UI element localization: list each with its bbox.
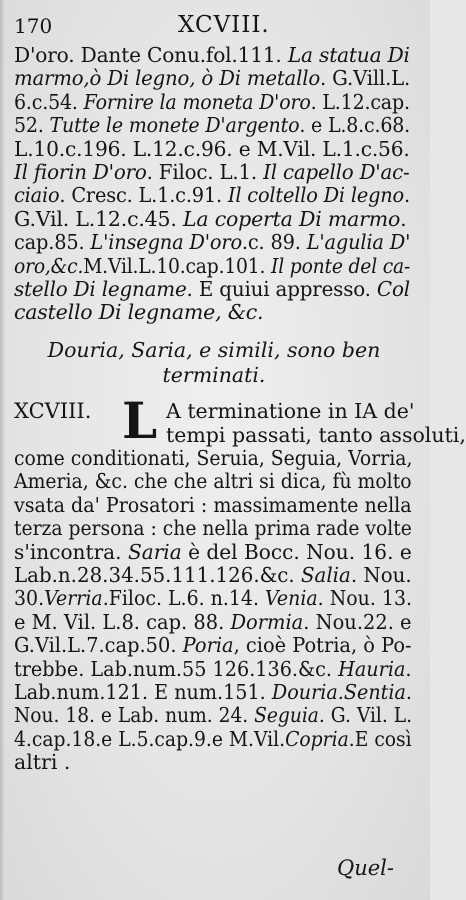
roman-run: .Filoc. L.6. n.14. bbox=[102, 586, 266, 611]
italic-run: Il fiorin D'oro bbox=[14, 159, 147, 184]
page-header bbox=[0, 12, 430, 42]
italic-run: Hauria bbox=[338, 656, 406, 681]
roman-run: L.10.c.196. L.12.c.96. e M.Vil. L.1.c.56. bbox=[14, 136, 410, 161]
paragraph-line bbox=[14, 681, 412, 704]
paragraph-line bbox=[14, 704, 412, 727]
paragraph-line bbox=[14, 751, 412, 774]
roman-run: . bbox=[405, 656, 412, 681]
top_block-line bbox=[14, 208, 410, 231]
paragraph-lead bbox=[14, 391, 466, 450]
roman-run: . Nou. bbox=[350, 562, 412, 587]
italic-run: Seguia bbox=[254, 703, 319, 728]
top_block-line bbox=[14, 91, 410, 114]
roman-run: altri . bbox=[14, 750, 71, 775]
paragraph-line bbox=[14, 541, 412, 564]
roman-run: 52. bbox=[14, 113, 50, 138]
roman-run: vsata da' Prosatori : massimamente nella bbox=[14, 492, 412, 517]
italic-run: Col bbox=[376, 276, 410, 301]
roman-run: 6.c.54. bbox=[14, 89, 84, 114]
roman-run: , cioè Potria, ò Po- bbox=[233, 633, 412, 658]
roman-run: come conditionati, Seruia, Seguia, Vorria, bbox=[14, 446, 413, 470]
top_block-line bbox=[14, 138, 410, 161]
roman-run: trebbe. Lab.num.55 126.136.&c. bbox=[14, 656, 339, 681]
italic-run: Copria bbox=[285, 726, 349, 751]
roman-run: cap.85. bbox=[14, 230, 91, 255]
italic-run: Fornire la moneta D'oro bbox=[83, 89, 311, 114]
top_block-line bbox=[14, 44, 410, 67]
roman-run: . Nou.22. e bbox=[303, 609, 412, 634]
italic-run: L'agulia D' bbox=[306, 230, 411, 255]
top_block-line bbox=[14, 161, 410, 184]
top_block-line bbox=[14, 67, 410, 90]
roman-run: 30. bbox=[14, 586, 45, 611]
roman-run: .E così bbox=[348, 726, 412, 751]
roman-run: G.Vil. L.12.c.45. bbox=[14, 206, 183, 231]
roman-run: terza persona : che nella prima rade volte bbox=[14, 516, 412, 541]
roman-run: . G. Vil. L. bbox=[318, 703, 412, 728]
italic-run: castello Di legname, &c. bbox=[14, 300, 264, 325]
italic-run: L'insegna D'oro bbox=[90, 230, 242, 255]
roman-run: . Nou. 13. bbox=[317, 586, 413, 611]
roman-run: . E quiui appresso. bbox=[186, 276, 377, 301]
paragraph-body bbox=[14, 447, 412, 774]
roman-run: Lab.num.121. E num.151. bbox=[14, 679, 272, 704]
italic-run: Il ponte del ca- bbox=[271, 253, 411, 278]
paragraph-line bbox=[14, 728, 412, 751]
roman-run: Lab.n.28.34.55.111.126.&c. bbox=[14, 562, 301, 587]
roman-run: D'oro. Dante Conu.fol.111. bbox=[14, 43, 288, 67]
subheading-line-1: Douria, Saria, e simili, sono ben bbox=[47, 338, 381, 362]
italic-run: Poria bbox=[182, 633, 234, 658]
italic-run: oro,&c. bbox=[14, 253, 84, 278]
roman-run: Ameria, &c. che che altri si dica, fù molto bbox=[14, 469, 412, 494]
top_block-line bbox=[14, 278, 410, 301]
paragraph-line bbox=[14, 564, 412, 587]
paragraph-line bbox=[14, 447, 412, 470]
italic-run: La coperta Di marmo bbox=[183, 206, 401, 231]
roman-run: .c. 89. bbox=[241, 230, 307, 255]
roman-run: s'incontra. bbox=[14, 539, 128, 564]
roman-run: M.Vil.L.10.cap.101. bbox=[83, 253, 272, 278]
top_block-line bbox=[14, 255, 410, 278]
italic-run: Venia bbox=[265, 586, 318, 611]
subheading-line-2: terminati. bbox=[162, 363, 266, 387]
roman-run: e M. Vil. L.8. cap. 88. bbox=[14, 609, 231, 634]
italic-run: marmo,ò Di legno, ò Di metallo bbox=[14, 66, 321, 91]
paragraph-line bbox=[14, 658, 412, 681]
drop-capital: L bbox=[122, 391, 158, 450]
italic-run: Dormia bbox=[230, 609, 304, 634]
roman-run: G.Vil.L.7.cap.50. bbox=[14, 633, 183, 658]
lead-line-2: tempi passati, tanto assoluti, bbox=[166, 423, 466, 447]
page-number: 170 bbox=[14, 14, 53, 38]
section-number: XCVIII. bbox=[14, 399, 92, 423]
italic-run: Il coltello Di legno bbox=[227, 183, 405, 208]
top_block-line bbox=[14, 114, 410, 137]
italic-run: La statua Di bbox=[287, 43, 410, 67]
roman-run: Nou. 18. e Lab. num. 24. bbox=[14, 703, 255, 728]
paragraph-line bbox=[14, 611, 412, 634]
italic-run: Douria.Sentia bbox=[271, 679, 406, 704]
catchword: Quel- bbox=[337, 856, 394, 880]
roman-run: . e L.8.c.68. bbox=[299, 113, 411, 138]
roman-run: . bbox=[405, 679, 413, 704]
paragraph-line bbox=[14, 634, 412, 657]
paragraph-line bbox=[14, 587, 412, 610]
roman-run: . bbox=[404, 183, 410, 208]
lead-line-1: A terminatione in IA de' bbox=[166, 399, 415, 423]
roman-run: . L.12.cap. bbox=[310, 89, 410, 114]
top_block-line bbox=[14, 231, 410, 254]
subheading bbox=[14, 338, 414, 388]
italic-run: Il capello D'ac- bbox=[263, 159, 410, 184]
paragraph-line bbox=[14, 470, 412, 493]
italic-run: Verria bbox=[44, 586, 103, 611]
running-head: XCVIII. bbox=[178, 12, 270, 38]
top_block-line bbox=[14, 184, 410, 207]
paragraph-line bbox=[14, 494, 412, 517]
top-text-block bbox=[14, 44, 410, 325]
roman-run: . Filoc. L.1. bbox=[146, 159, 264, 184]
roman-run: . bbox=[400, 206, 407, 231]
italic-run: Saria bbox=[127, 539, 182, 564]
italic-run: Tutte le monete D'argento bbox=[49, 113, 300, 138]
italic-run: ciaio bbox=[14, 183, 60, 208]
top_block-line bbox=[14, 301, 410, 324]
italic-run: stello Di legname bbox=[14, 276, 187, 301]
roman-run: è del Bocc. Nou. 16. e bbox=[181, 539, 412, 564]
italic-run: Salia bbox=[300, 562, 351, 587]
roman-run: . G.Vill.L. bbox=[320, 66, 411, 91]
roman-run: . Cresc. L.1.c.91. bbox=[59, 183, 228, 208]
paragraph-xcviii bbox=[14, 391, 466, 775]
roman-run: 4.cap.18.e L.5.cap.9.e M.Vil. bbox=[14, 726, 286, 751]
paragraph-line bbox=[14, 517, 412, 540]
